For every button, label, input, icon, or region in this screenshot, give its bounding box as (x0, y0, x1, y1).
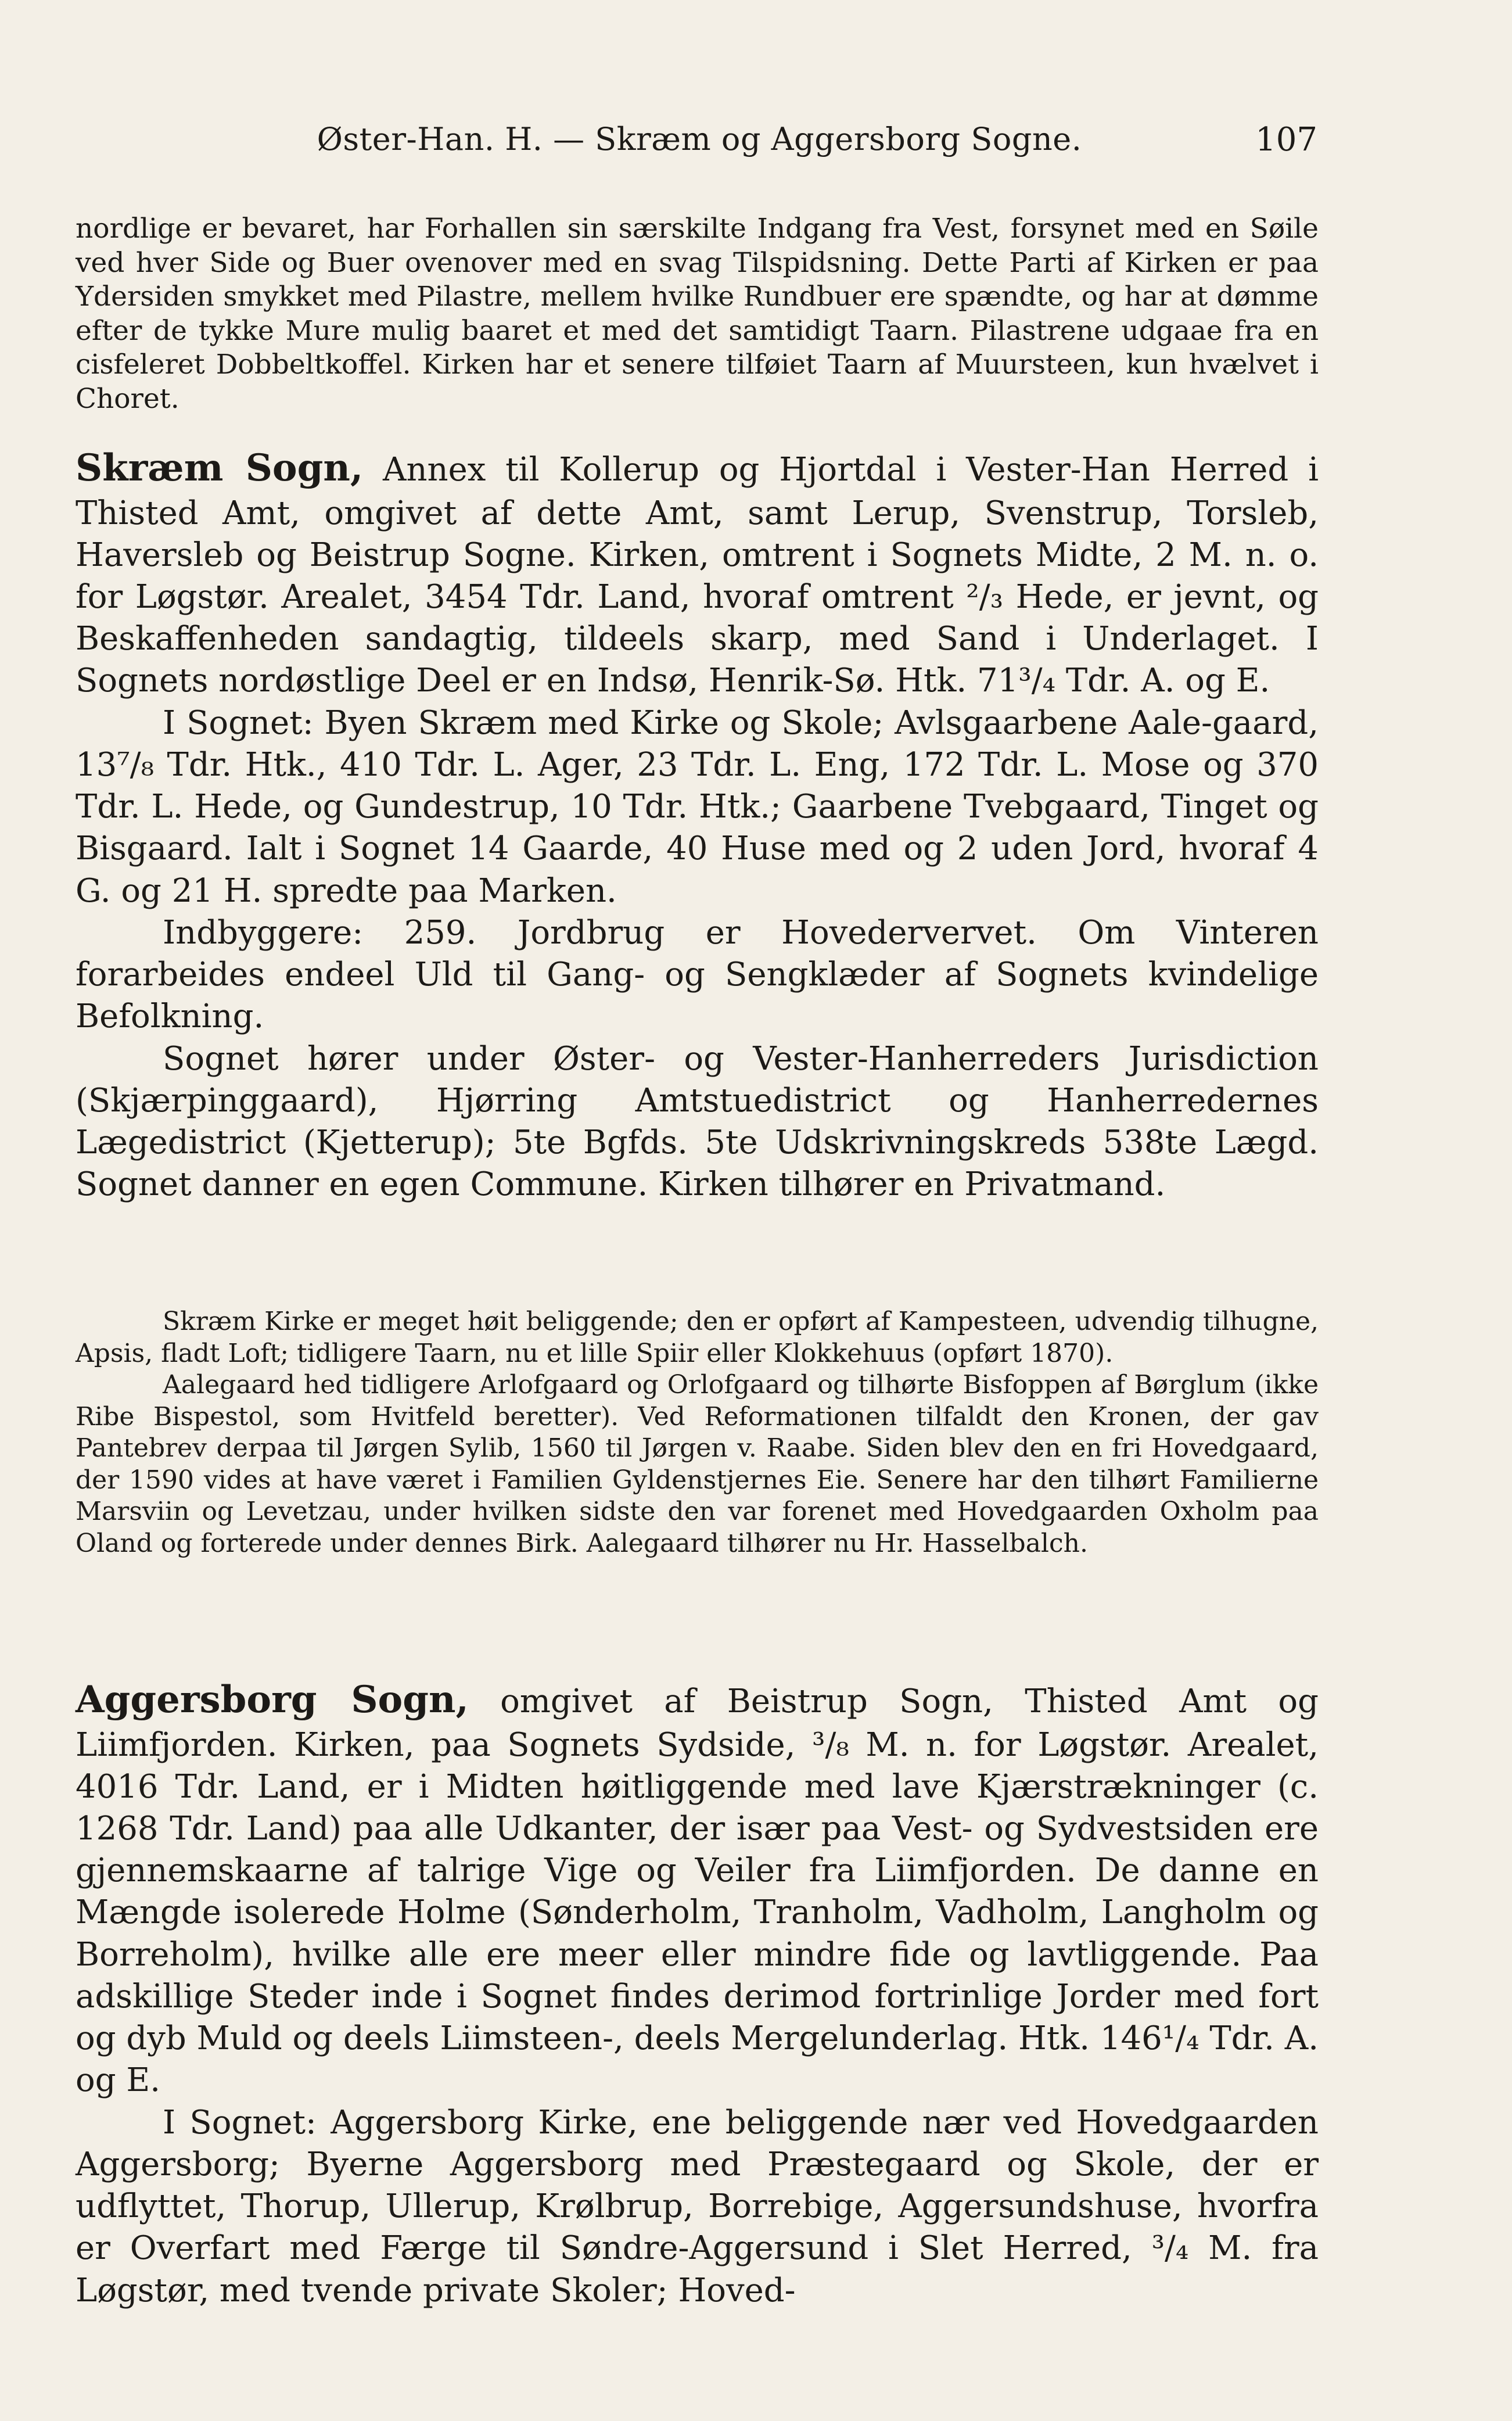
running-head (81, 121, 1317, 167)
skraem-para4: Sognet hører under Øster- og Vester-Hanherreders Jurisdiction (Skjærpinggaard), Hjørring Amtstuedistrict og Hanherredernes Lægedistrict (Kjetterup); 5te Bgfds. 5te Udskrivningskreds 538te Lægd. Sognet danner en egen Commune. Kirken tilhører en Privatmand. (76, 1039, 1319, 1204)
aggersborg-section (76, 1676, 1319, 2312)
aggersborg-para2: I Sognet: Aggersborg Kirke, ene beliggende nær ved Hovedgaarden Aggersborg; Byerne Aggersborg med Præstegaard og Skole, der er udflyttet, Thorup, Ullerup, Krølbrup, Borrebige, Aggersundshuse, hvorfra er Overfart med Færge til Søndre-Aggersund i Slet Herred, ³/₄ M. fra Løgstør, med tvende private Skoler; Hoved- (76, 2103, 1319, 2309)
skraem-para1-text: Annex til Kollerup og Hjortdal i Vester-Han Herred i Thisted Amt, omgivet af dette Amt, samt Lerup, Svenstrup, Torsleb, Haversleb og Beistrup Sogne. Kirken, omtrent i Sognets Midte, 2 M. n. o. for Løgstør. Arealet, 3454 Tdr. Land, hvoraf omtrent ²/₃ Hede, er jevnt, og Beskaffenheden sandagtig, tildeels skarp, med Sand i Underlaget. I Sognets nordøstlige Deel er en Indsø, Henrik-Sø. Htk. 71³/₄ Tdr. A. og E. (76, 451, 1319, 700)
intro-paragraph-block (76, 212, 1319, 416)
skraem-note-church: Skræm Kirke er meget høit beliggende; den er opført af Kampesteen, udvendig tilhugne, Apsis, fladt Loft; tidligere Taarn, nu et lille Spiir eller Klokkehuus (opført 1870). (76, 1307, 1319, 1368)
running-title: Øster-Han. H. — Skræm og Aggersborg Sogne. (317, 121, 1082, 157)
skraem-notes (76, 1306, 1319, 1559)
page-number: 107 (1255, 121, 1317, 159)
intro-paragraph: nordlige er bevaret, har Forhallen sin særskilte Indgang fra Vest, forsynet med en Søile ved hver Side og Buer ovenover med en svag Tilspidsning. Dette Parti af Kirken er paa Ydersiden smykket med Pilastre, mellem hvilke Rundbuer ere spændte, og har at dømme efter de tykke Mure mulig baaret et med det samtidigt Taarn. Pilastrene udgaae fra en cisfeleret Dobbeltkoffel. Kirken har et senere tilføiet Taarn af Muursteen, kun hvælvet i Choret. (76, 213, 1319, 415)
skraem-note-aalegaard: Aalegaard hed tidligere Arlofgaard og Orlofgaard og tilhørte Bisfoppen af Børglum (ikke Ribe Bispestol, som Hvitfeld beretter). Ved Reformationen tilfaldt den Kronen, der gav Pantebrev derpaa til Jørgen Sylib, 1560 til Jørgen v. Raabe. Siden blev den en fri Hovedgaard, der 1590 vides at have været i Familien Gyldenstjernes Eie. Senere har den tilhørt Familierne Marsviin og Levetzau, under hvilken sidste den var forenet med Hovedgaarden Oxholm paa Oland og forterede under dennes Birk. Aalegaard tilhører nu Hr. Hasselbalch. (76, 1370, 1319, 1558)
aggersborg-heading: Aggersborg Sogn, (76, 1678, 469, 1721)
skraem-para1 (76, 444, 1319, 702)
aggersborg-para1 (76, 1676, 1319, 2102)
aggersborg-para1-text: omgivet af Beistrup Sogn, Thisted Amt og Liimfjorden. Kirken, paa Sognets Sydside, ³/₈ M. n. for Løgstør. Arealet, 4016 Tdr. Land, er i Midten høitliggende med lave Kjærstrækninger (c. 1268 Tdr. Land) paa alle Udkanter, der især paa Vest- og Sydvestsiden ere gjennemskaarne af talrige Vige og Veiler fra Liimfjorden. De danne en Mængde isolerede Holme (Sønderholm, Tranholm, Vadholm, Langholm og Borreholm), hvilke alle ere meer eller mindre fide og lavtliggende. Paa adskillige Steder inde i Sognet findes derimod fortrinlige Jorder med fort og dyb Muld og deels Liimsteen-, deels Mergelunderlag. Htk. 146¹/₄ Tdr. A. og E. (76, 1683, 1319, 2100)
skraem-heading: Skræm Sogn, (76, 446, 364, 490)
skraem-para2: I Sognet: Byen Skræm med Kirke og Skole; Avlsgaarbene Aale-gaard, 13⁷/₈ Tdr. Htk., 410 Tdr. L. Ager, 23 Tdr. L. Eng, 172 Tdr. L. Mose og 370 Tdr. L. Hede, og Gundestrup, 10 Tdr. Htk.; Gaarbene Tvebgaard, Tinget og Bisgaard. Ialt i Sognet 14 Gaarde, 40 Huse med og 2 uden Jord, hvoraf 4 G. og 21 H. spredte paa Marken. (76, 704, 1319, 910)
skraem-section (76, 444, 1319, 1206)
skraem-para3: Indbyggere: 259. Jordbrug er Hovedervervet. Om Vinteren forarbeides endeel Uld til Gang- og Sengklæder af Sognets kvindelige Befolkning. (76, 913, 1319, 1036)
